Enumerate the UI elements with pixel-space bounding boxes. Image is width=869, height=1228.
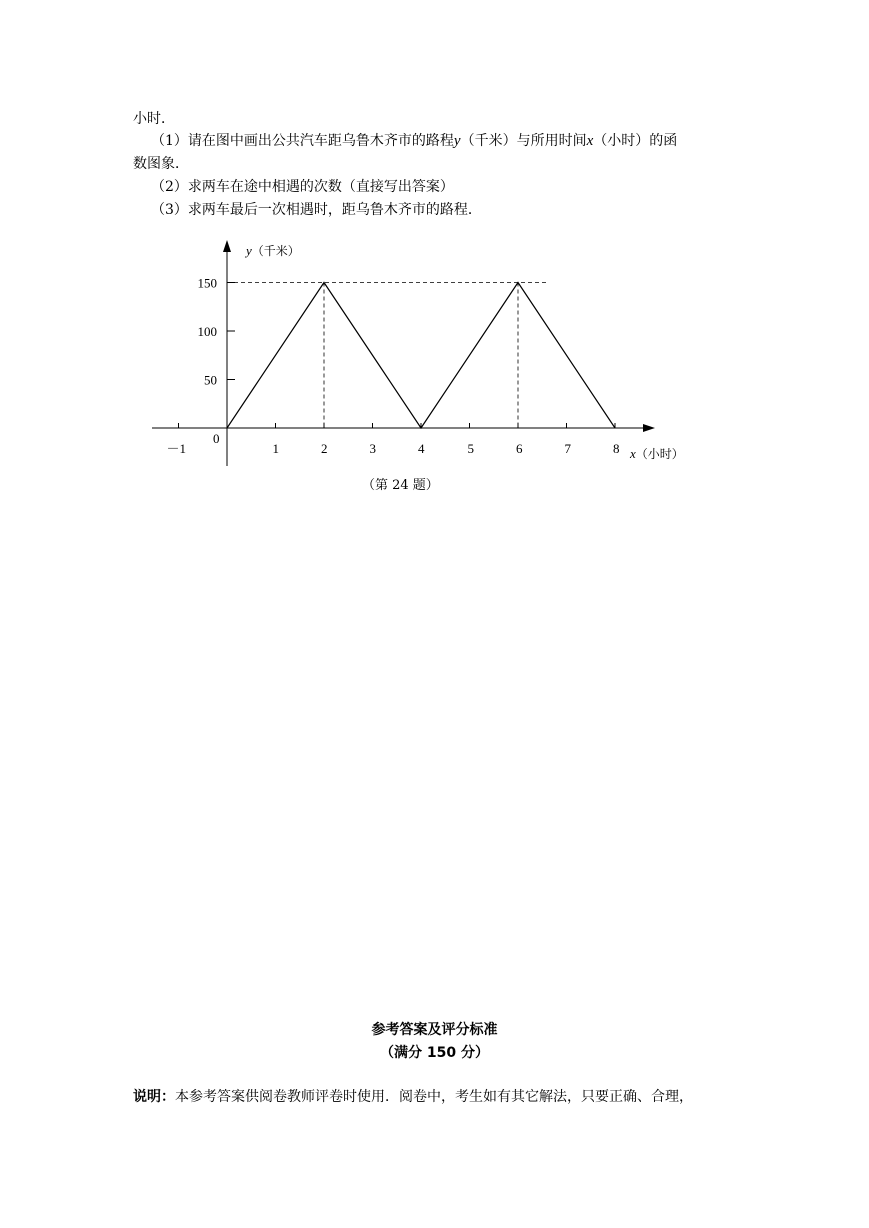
var-x: x (586, 133, 594, 149)
answers-note (133, 1086, 693, 1106)
x-tick-label-0: 0 (213, 431, 220, 446)
x-axis-label: x（小时） (630, 446, 684, 461)
x-tick-label-1: 1 (272, 441, 279, 456)
note-text: 本参考答案供阅卷教师评卷时使用．阅卷中，考生如有其它解法，只要正确、合理， (175, 1089, 693, 1105)
y-tick-label-50: 50 (204, 372, 217, 388)
series-line (227, 283, 615, 429)
question-1-text-b: （千米）与所用时间 (460, 133, 587, 149)
answers-subtitle: （满分 150 分） (380, 1045, 489, 1061)
x-tick-label-2: 2 (321, 441, 328, 456)
question-2: （2）求两车在途中相遇的次数（直接写出答案） (151, 179, 454, 195)
question-1 (151, 130, 677, 150)
y-tick-label-100: 100 (197, 324, 217, 339)
x-axis-arrow (643, 424, 655, 432)
question-1-text-a: （1）请在图中画出公共汽车距乌鲁木齐市的路程 (151, 133, 454, 149)
y-tick-label-150: 150 (197, 275, 217, 291)
function-graph (140, 228, 700, 468)
x-tick-label-5: 5 (467, 441, 474, 456)
var-y: y (453, 133, 461, 149)
y-axis-arrow (223, 240, 231, 252)
note-label: 说明： (133, 1089, 175, 1105)
question-1-text-c: （小时）的函 (593, 133, 678, 149)
question-3: （3）求两车最后一次相遇时，距乌鲁木齐市的路程． (151, 202, 482, 218)
x-tick-label-6: 6 (516, 441, 523, 456)
x-tick-label--1: －1 (166, 441, 187, 456)
y-axis-label: y（千米） (246, 243, 300, 258)
x-tick-label-4: 4 (418, 441, 425, 456)
text-line-continuation: 小时． (133, 111, 175, 127)
x-tick-label-7: 7 (564, 441, 571, 456)
x-tick-label-3: 3 (369, 441, 376, 456)
question-1-continuation: 数图象． (133, 156, 189, 172)
answers-title: 参考答案及评分标准 (371, 1022, 498, 1038)
x-tick-label-8: 8 (613, 441, 620, 456)
figure-caption: （第 24 题） (362, 478, 439, 493)
